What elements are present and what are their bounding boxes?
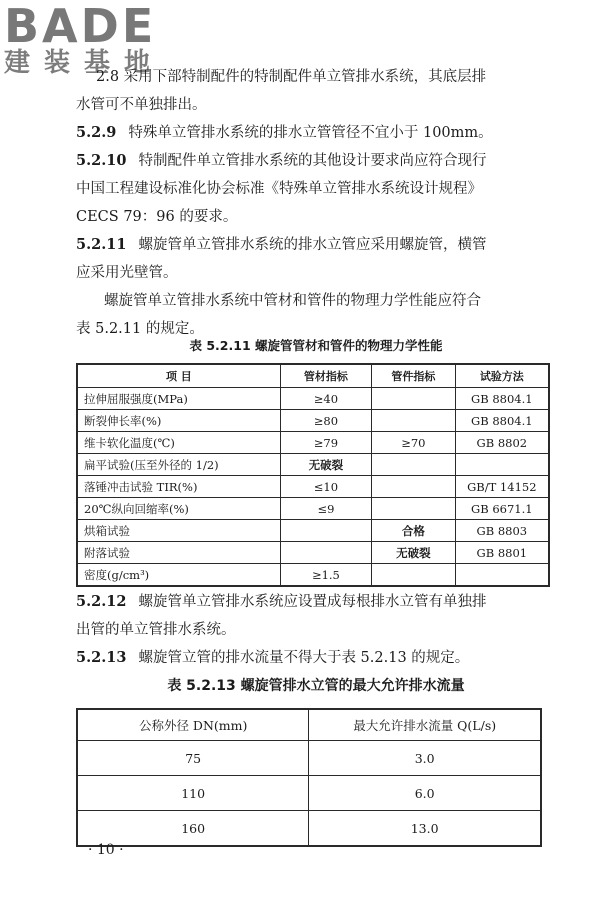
cell: [372, 498, 456, 520]
table-row: [77, 454, 549, 476]
cell: 6.0: [309, 776, 541, 811]
cell: [455, 564, 549, 587]
cell: [372, 476, 456, 498]
logo-subtitle: 建装基地: [4, 48, 165, 78]
clause-text-l1: 螺旋管单立管排水系统应设置成每根排水立管有单独排: [138, 594, 487, 610]
cell: GB/T 14152: [455, 476, 549, 498]
cell: 维卡软化温度(℃): [77, 432, 280, 454]
table-row: [77, 432, 549, 454]
cell: 13.0: [309, 811, 541, 847]
cell: [372, 388, 456, 410]
table-row: [77, 776, 541, 811]
table-row: [77, 741, 541, 776]
table-5-2-13: [76, 708, 542, 847]
cell: [372, 410, 456, 432]
clause-text: 特殊单立管排水系统的排水立管管径不宜小于 100mm。: [128, 125, 493, 141]
clause-number: 5.2.13: [76, 649, 127, 666]
cell: ≤10: [280, 476, 371, 498]
cell: 断裂伸长率(%): [77, 410, 280, 432]
table-row: [77, 410, 549, 432]
cell: 75: [77, 741, 309, 776]
para-5-2-8-line1: 2.8 采用下部特制配件的特制配件单立管排水系统，其底层排: [96, 69, 487, 85]
bade-logo: [4, 0, 157, 53]
col-header-dn: 公称外径 DN(mm): [77, 709, 309, 741]
cell: 20℃纵向回缩率(%): [77, 498, 280, 520]
cell: ≤9: [280, 498, 371, 520]
table-row: [77, 811, 541, 847]
cell: 附落试验: [77, 542, 280, 564]
clause-text-l1: 特制配件单立管排水系统的其他设计要求尚应符合现行: [138, 153, 487, 169]
clause-text-l3: 螺旋管单立管排水系统中管材和管件的物理力学性能应符合: [104, 293, 481, 309]
col-header-fitting: 管件指标: [372, 364, 456, 388]
cell: 160: [77, 811, 309, 847]
table-row: [77, 388, 549, 410]
table-row: [77, 476, 549, 498]
table-row: [77, 520, 549, 542]
cell: 110: [77, 776, 309, 811]
clause-text-l2: 应采用光壁管。: [76, 265, 178, 281]
cell: [280, 520, 371, 542]
table1-caption: 表 5.2.11 螺旋管管材和管件的物理力学性能: [189, 338, 443, 353]
para-5-2-8-line2: 水管可不单独排出。: [76, 97, 207, 113]
clause-number: 5.2.12: [76, 593, 127, 610]
cell: [455, 454, 549, 476]
cell: 3.0: [309, 741, 541, 776]
table-header-row: [77, 364, 549, 388]
page-number: · 10 ·: [88, 842, 124, 858]
cell: GB 8801: [455, 542, 549, 564]
para-5-2-9: [76, 119, 556, 147]
cell: GB 6671.1: [455, 498, 549, 520]
table-row: [77, 542, 549, 564]
cell: [372, 454, 456, 476]
cell: ≥79: [280, 432, 371, 454]
para-5-2-12: [76, 588, 556, 644]
clause-number: 5.2.9: [76, 124, 117, 141]
table-5-2-11: [76, 363, 550, 587]
cell: 落锤冲击试验 TIR(%): [77, 476, 280, 498]
cell: 密度(g/cm³): [77, 564, 280, 587]
cell: ≥1.5: [280, 564, 371, 587]
clause-number: 5.2.10: [76, 152, 127, 169]
cell: ≥80: [280, 410, 371, 432]
cell: 合格: [372, 520, 456, 542]
cell: ≥40: [280, 388, 371, 410]
col-header-item: 项 目: [77, 364, 280, 388]
logo-wordmark: BADE: [4, 0, 157, 53]
cell: ≥70: [372, 432, 456, 454]
clause-number: 5.2.11: [76, 236, 127, 253]
cell: GB 8804.1: [455, 388, 549, 410]
clause-text-l4: 表 5.2.11 的规定。: [76, 321, 204, 337]
cell: 无破裂: [280, 454, 371, 476]
col-header-pipe: 管材指标: [280, 364, 371, 388]
para-5-2-10: [76, 147, 556, 231]
cell: GB 8802: [455, 432, 549, 454]
clause-text-l2: 出管的单立管排水系统。: [76, 622, 236, 638]
cell: 扁平试验(压至外径的 1/2): [77, 454, 280, 476]
col-header-method: 试验方法: [455, 364, 549, 388]
cell: [280, 542, 371, 564]
col-header-flow: 最大允许排水流量 Q(L/s): [309, 709, 541, 741]
cell: GB 8804.1: [455, 410, 549, 432]
table2-caption: 表 5.2.13 螺旋管排水立管的最大允许排水流量: [167, 678, 465, 694]
clause-text-l2: 中国工程建设标准化协会标准《特殊单立管排水系统设计规程》: [76, 181, 482, 197]
cell: 拉伸屈服强度(MPa): [77, 388, 280, 410]
clause-text-l3: CECS 79：96 的要求。: [76, 209, 238, 225]
table-row: [77, 498, 549, 520]
para-5-2-13: [76, 644, 556, 672]
body-text-top: [76, 63, 556, 119]
cell: [372, 564, 456, 587]
cell: 烘箱试验: [77, 520, 280, 542]
cell: GB 8803: [455, 520, 549, 542]
table-header-row: [77, 709, 541, 741]
clause-text: 螺旋管立管的排水流量不得大于表 5.2.13 的规定。: [138, 650, 470, 666]
table-row: [77, 564, 549, 587]
para-5-2-11: [76, 231, 556, 343]
cell: 无破裂: [372, 542, 456, 564]
clause-text-l1: 螺旋管单立管排水系统的排水立管应采用螺旋管，横管: [138, 237, 487, 253]
